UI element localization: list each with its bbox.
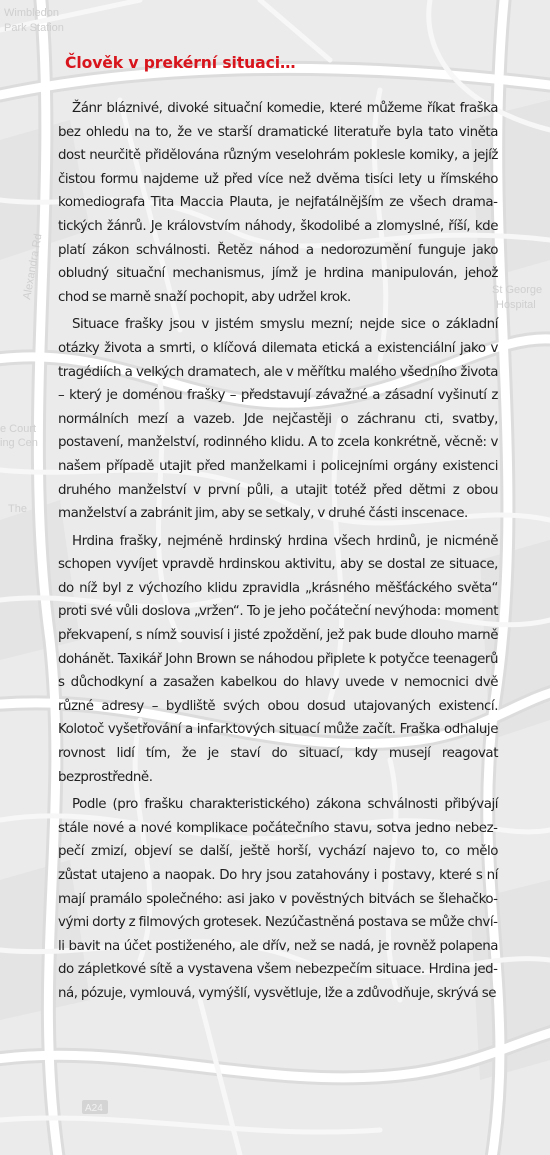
- article-paragraph: Hrdina frašky, nejméně hrdinský hrdina všech hrdinů, je nicméně schopen vyvíjet vpravdě hrdinskou aktivitu, aby se dostal ze situace, do níž byl z výchozího klidu zpravidla „krásného měšťáckého světa“ proti své vůli doslova „vržen“. To je jeho počáteční nevýhoda: moment překvapení, s nímž souvisí i jisté zpoždění, jež pak bude dlouho marně dohánět. Taxikář John Brown se náhodou připlete k potyčce teenagerů s důchodkyní a zasažen kabelkou do hlavy uvede v nemocnici dvě různé adresy – bydliště svých obou dosud utajovaných existencí. Kolotoč vyšetřování a infarktových situací může začít. Fraška odhaluje rovnost lidí tím, že je staví do situací, kdy musejí reagovat bezprostředně.: [58, 533, 498, 785]
- map-label-george-hospital: St George: [492, 284, 543, 296]
- map-label-george-hospital: Hospital: [496, 299, 536, 311]
- article-heading: Člověk v prekérní situaci…: [65, 54, 296, 72]
- article-paragraph: Situace frašky jsou v jistém smyslu mezní; nejde sice o základní otázky života a smrti, o klíčová dilemata etická a existenciální jako v tragédiích a velkých dramatech, ale v měřítku malého všedního života – který je doménou frašky – představují závažné a zásadní vyšinutí z normálních mezí a vazeb. Jde nejčastěji o záchranu cti, svatby, postavení, manželství, rodinného klidu. A to zcela konkrétně, věcně: v našem případě utajit před manželkami i policejními orgány existenci druhého manželství v první půli, a utajit totéž před dětmi z obou manželství a zabránit jim, aby se setkaly, v druhé části inscenace.: [58, 317, 498, 522]
- map-label-the: The: [8, 503, 27, 515]
- svg-text:A24: A24: [85, 1103, 103, 1114]
- map-label-wimbledon: Wimbledon: [4, 7, 60, 19]
- article-paragraph: Žánr bláznivé, divoké situační komedie, které můžeme říkat fraška bez ohledu na to, že ve starší dramatické literatuře byla tato viněta dost neurčitě přidělována různým veselohrám poklesle komiky, a jejíž čistou formu najdeme už před více než dvěma tisíci lety u římského komediografa Tita Maccia Plauta, je nejfatálnějším ze všech dramatických žánrů. Je královstvím náhody, škodolibé a zlomyslné, říší, kde platí zákon schválnosti. Řetěz náhod a nedorozumění funguje jako obludný situační mechanismus, jímž je hrdina manipulován, jehož chod se marně snaží pochopit, aby udržel krok.: [58, 101, 498, 305]
- map-label-road-vertical: Alexandra Rd: [21, 232, 45, 301]
- map-label-centre: ing Cen: [0, 437, 38, 449]
- article-paragraph: Podle (pro frašku charakteristického) zákona schválnosti přibývají stále nové a nové komplikace počátečního stavu, sotva jedno nebezpečí zmizí, objeví se další, ještě horší, vychází najevo to, co mělo zůstat utajeno a naopak. Do hry jsou zatahovány i postavy, které s ní mají pramálo společného: asi jako v pověstných bitvách se šlehačkovými dorty z filmových grotesek. Nezúčastněná postava se může chvíli bavit na účet postiženého, ale dřív, než se nadá, je rovněž polapena do zápletkové sítě a vystavena všem nebezpečím situace. Hrdina jedná, pózuje, vymlouvá, vymýšlí, vysvětluje, lže a zdůvodňuje, skrývá se: [58, 797, 498, 1001]
- map-label-park-station: Park Station: [4, 22, 64, 34]
- map-label-court: e Court: [0, 423, 37, 435]
- article-body: [58, 97, 498, 1006]
- road-shield-a24: [82, 1100, 108, 1114]
